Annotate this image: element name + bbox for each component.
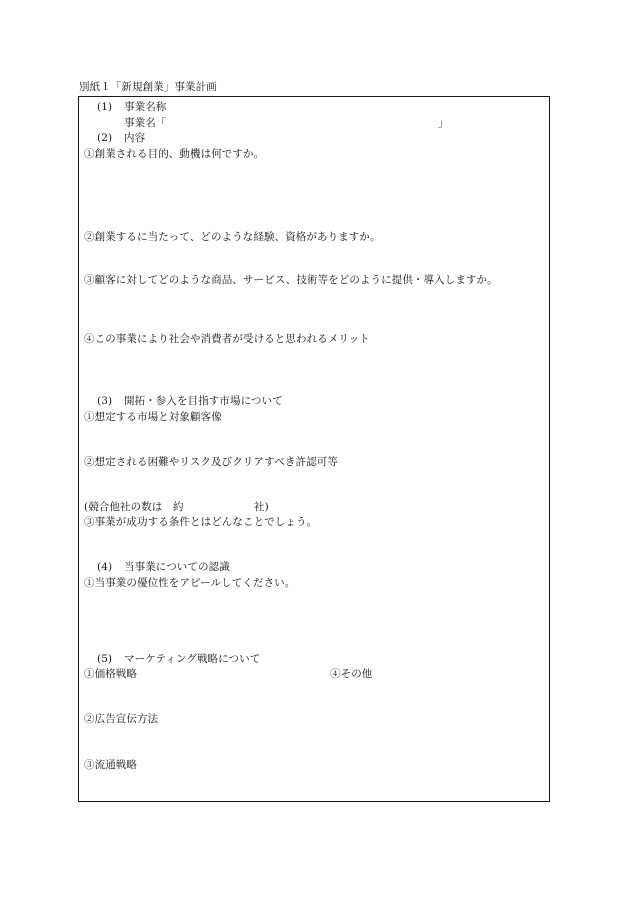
section-3-heading — [97, 395, 283, 408]
section-2-number: (2) — [97, 132, 113, 144]
question-3-1: ①想定する市場と対象顧客像 — [84, 411, 222, 423]
question-2-1: ①創業される目的、動機は何ですか。 — [84, 148, 265, 160]
section-2-heading — [97, 132, 145, 145]
section-4-title: 当事業についての認識 — [124, 561, 230, 573]
business-name-bracket-close: 」 — [438, 117, 449, 129]
section-2-title: 内容 — [124, 132, 146, 144]
section-4-number: (4) — [97, 561, 113, 573]
section-1-title: 事業名称 — [124, 101, 167, 113]
business-name-label: 事業名「 — [124, 117, 167, 129]
question-5-3: ③流通戦略 — [84, 759, 137, 771]
section-1-heading — [97, 101, 166, 114]
question-3-3: ③事業が成功する条件とはどんなことでしょう。 — [84, 516, 318, 528]
business-plan-form — [78, 96, 550, 802]
section-3-title: 開拓・参入を目指す市場について — [124, 395, 283, 407]
competitors-count-prefix: (競合他社の数は 約 — [84, 501, 184, 513]
section-5-title: マーケティング戦略について — [124, 653, 261, 665]
question-2-3: ③顧客に対してどのような商品、サービス、技術等をどのように提供・導入しますか。 — [84, 274, 498, 286]
section-1-number: (1) — [97, 101, 113, 113]
question-5-2: ②広告宣伝方法 — [84, 713, 159, 725]
question-2-2: ②創業するに当たって、どのような経験、資格がありますか。 — [84, 231, 381, 243]
question-2-4: ④この事業により社会や消費者が受けると思われるメリット — [84, 333, 370, 345]
section-5-heading — [97, 653, 260, 666]
question-5-4: ④その他 — [330, 668, 373, 680]
document-title: 別紙１「新規創業」事業計画 — [79, 81, 217, 93]
question-3-2: ②想定される困難やリスク及びクリアすべき許認可等 — [84, 456, 338, 468]
section-5-number: (5) — [97, 653, 113, 665]
question-4-1: ①当事業の優位性をアピールしてください。 — [84, 577, 296, 589]
section-4-heading — [97, 561, 230, 574]
competitors-count-suffix: 社) — [254, 501, 269, 513]
section-3-number: (3) — [97, 395, 113, 407]
question-5-1: ①価格戦略 — [84, 668, 137, 680]
